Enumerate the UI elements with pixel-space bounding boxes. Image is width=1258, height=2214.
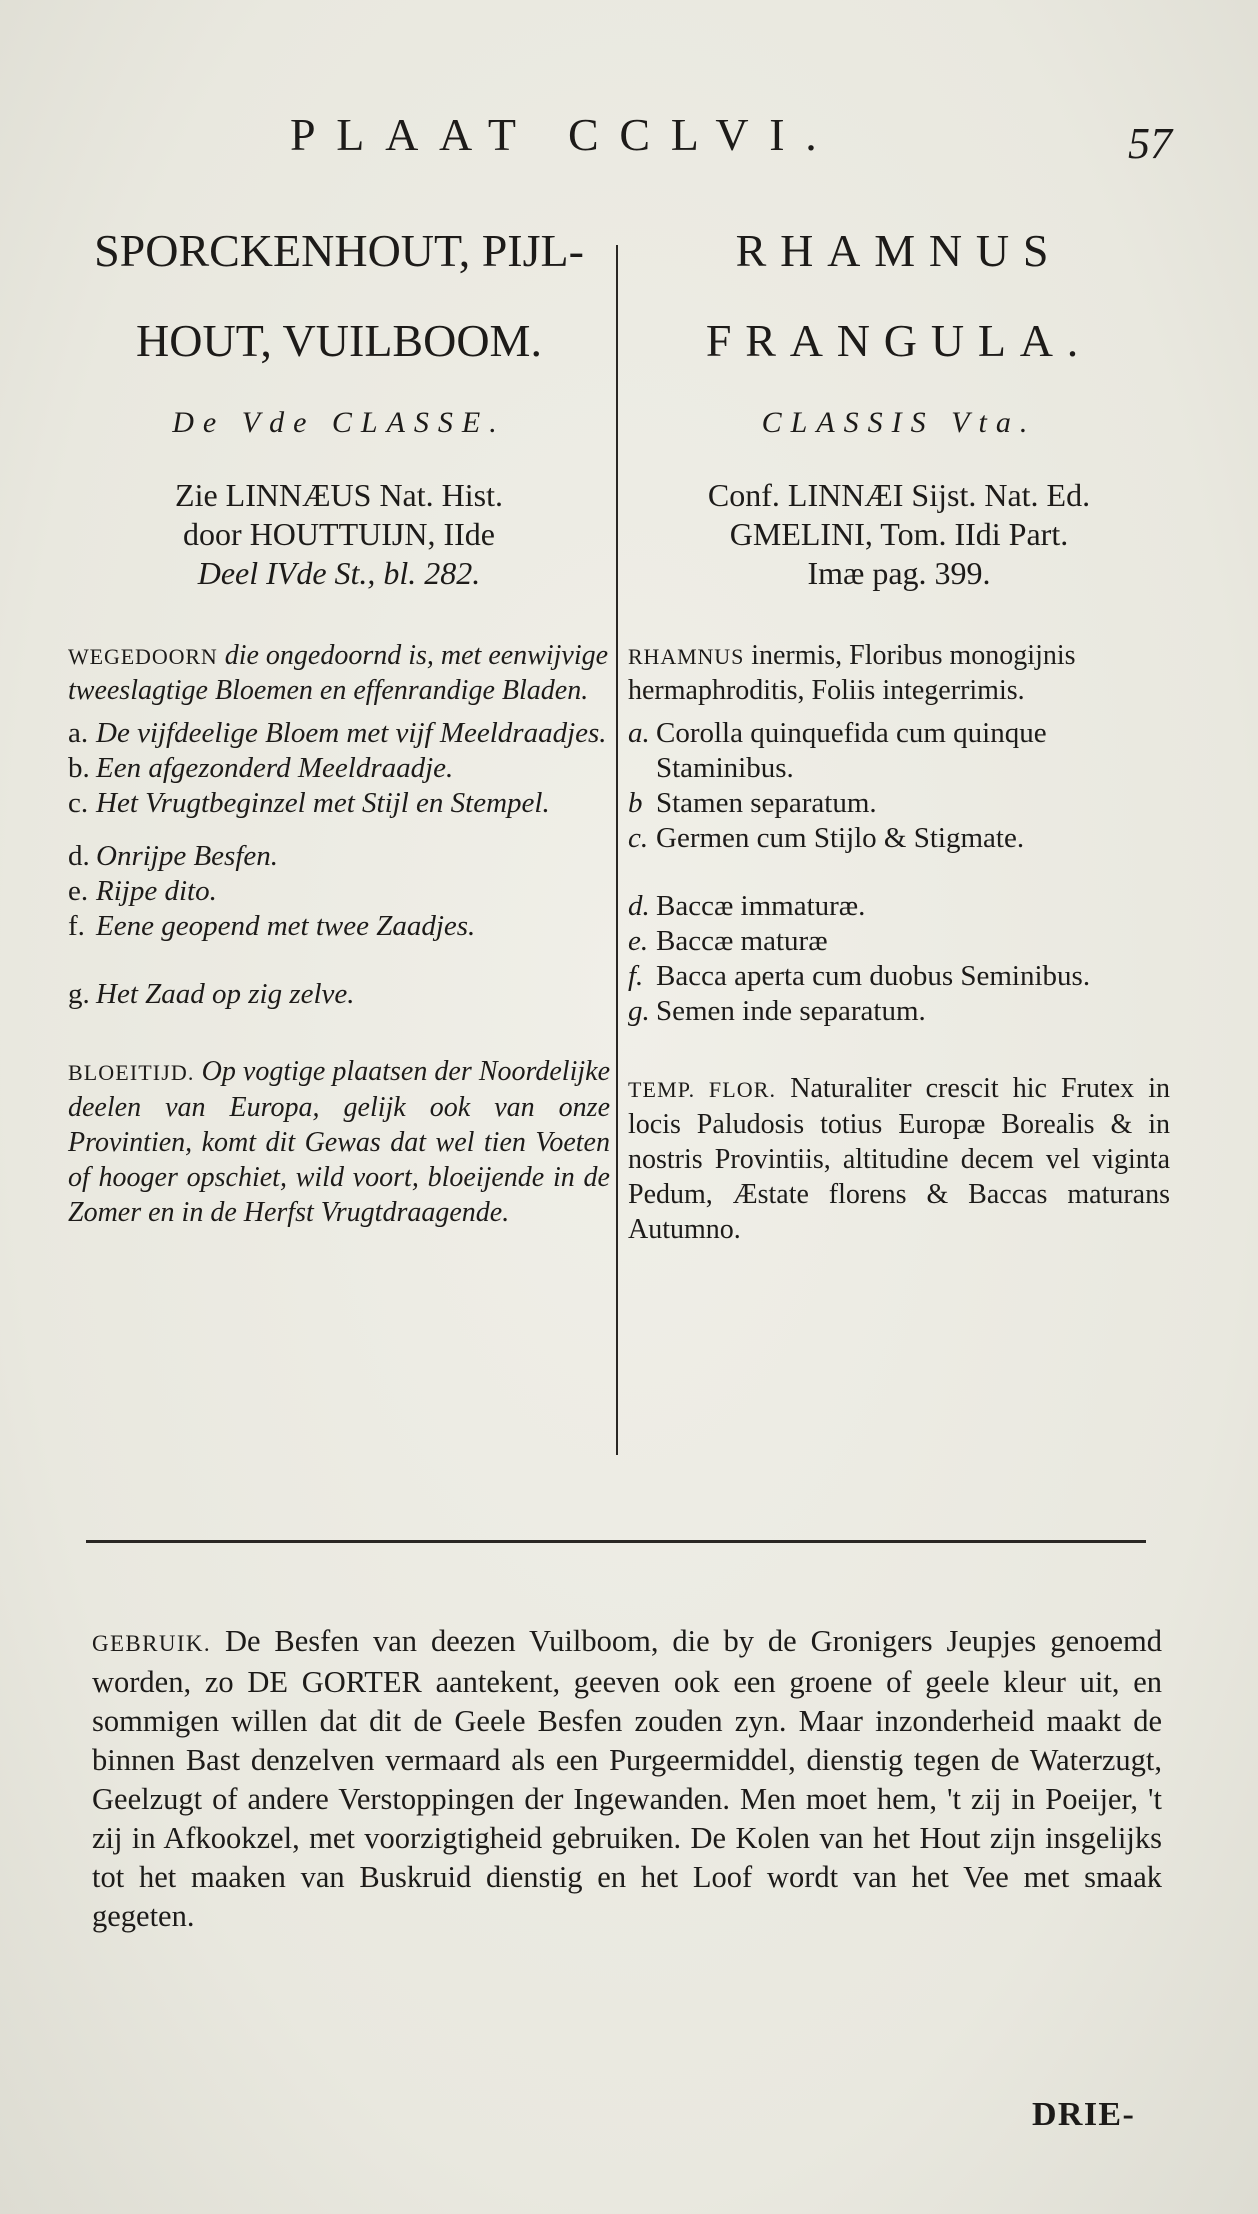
dutch-class: De Vde CLASSE. [172,406,506,439]
catchword: DRIE- [1032,2096,1136,2133]
item-text: Baccæ immaturæ. [656,890,866,922]
dutch-column [68,225,611,1230]
latin-description-lead: RHAMNUS [628,644,745,669]
item-letter: e. [628,925,649,957]
latin-reference [628,476,1170,593]
dutch-reference-line-2: door HOUTTUIJN, IIde [183,516,495,552]
dutch-title-line-1: SPORCKENHOUT, PIJL- [94,225,584,276]
latin-reference-line-3: Imæ pag. 399. [807,555,991,591]
list-item [68,874,610,909]
usage-paragraph [92,1622,1162,1936]
latin-class: CLASSIS Vta. [761,406,1037,439]
column-divider [616,245,618,1455]
item-letter: g. [628,995,650,1027]
list-item [628,821,1170,856]
item-text: Germen cum Stijlo & Stigmate. [656,822,1025,854]
item-text: Het Vrugtbeginzel met Stijl en Stempel. [96,787,550,819]
latin-reference-line-2: GMELINI, Tom. IIdi Part. [729,516,1069,552]
dutch-reference-line-1: Zie LINNÆUS Nat. Hist. [175,477,503,513]
dutch-flowering-time [68,1054,610,1230]
dutch-description-body: die ongedoornd is, met eenwijvige tweeslagtige Bloemen en effenrandige Bladen. [68,640,609,706]
plate-title: PLAAT CCLVI. [290,109,838,160]
list-item [68,839,610,874]
usage-body: De Besfen van deezen Vuilboom, die by de Gronigers Jeupjes genoemd worden, zo DE GORTER aantekent, geeven ook een groene of geele kleur uit, en sommigen willen dat dit de Geele Besfen zouden zyn. Maar inzonderheid maakt de binnen Bast denzelven vermaard als een Purgeermiddel, dienstig tegen de Waterzugt, Geelzugt of andere Verstoppingen der Ingewanden. Men moet hem, 't zij in Poeijer, 't zij in Afkookzel, met voorzigtigheid gebruiken. De Kolen van het Hout zijn insgelijks tot het maaken van Buskruid dienstig en het Loof wordt van het Vee met smaak gegeten. [92,1624,1163,1933]
list-item [628,994,1170,1029]
item-letter: d. [68,840,90,872]
item-text: De vijfdeelige Bloem met vijf Meeldraadjes. [96,717,607,749]
dutch-description [68,639,610,708]
temp-flor-body: Naturaliter crescit hic Frutex in locis Paludosis totius Europæ Borealis & in nostris Provintiis, altitudine decem vel viginta Pedum, Æstate florens & Baccas maturans Autumno. [628,1073,1171,1245]
item-text: Corolla quinquefida cum quinque Staminibus. [656,717,1047,784]
list-item [628,716,1170,786]
usage-lead: GEBRUIK. [92,1631,212,1656]
item-text: Semen inde separatum. [656,995,926,1027]
item-letter: g. [68,978,90,1010]
dutch-description-lead: WEGEDOORN [68,644,218,669]
item-letter: f. [628,960,644,992]
item-letter: b [628,787,643,819]
item-letter: c. [68,787,89,819]
item-letter: b. [68,752,90,784]
item-text: Eene geopend met twee Zaadjes. [96,910,476,942]
latin-title-line-2: FRANGULA. [705,315,1093,366]
list-item [68,751,610,786]
latin-description-body: inermis, Floribus monogijnis hermaphroditis, Foliis integerrimis. [628,640,1076,706]
latin-title-line-1: RHAMNUS [735,225,1063,276]
temp-flor-lead: TEMP. FLOR. [628,1077,777,1102]
latin-description [628,639,1170,708]
item-text: Baccæ maturæ [656,925,828,957]
horizontal-rule [86,1540,1146,1543]
list-item [68,977,610,1012]
list-item [68,716,610,751]
item-text: Stamen separatum. [656,787,877,819]
list-item [628,959,1170,994]
page-number: 57 [1128,119,1172,168]
list-item [628,924,1170,959]
dutch-reference [68,476,610,593]
item-letter: f. [68,910,85,942]
list-item [68,909,610,944]
item-letter: c. [628,822,649,854]
item-text: Bacca aperta cum duobus Seminibus. [656,960,1091,992]
item-text: Rijpe dito. [96,875,217,907]
item-text: Onrijpe Besfen. [96,840,279,872]
list-item [628,786,1170,821]
latin-reference-line-1: Conf. LINNÆI Sijst. Nat. Ed. [707,477,1091,513]
latin-column [628,225,1171,1247]
item-letter: a. [68,717,89,749]
flowering-lead: BLOEITIJD. [68,1060,195,1085]
item-letter: d. [628,890,650,922]
dutch-title-line-2: HOUT, VUILBOOM. [136,315,542,366]
item-letter: e. [68,875,89,907]
item-letter: a. [628,717,650,749]
item-text: Een afgezonderd Meeldraadje. [96,752,454,784]
latin-flowering-time [628,1071,1170,1247]
list-item [628,889,1170,924]
dutch-reference-line-3: Deel IVde St., bl. 282. [197,555,481,591]
flowering-body: Op vogtige plaatsen der Noordelijke deelen van Europa, gelijk ook van onze Provintien, komt dit Gewas dat wel tien Voeten of hooger opschiet, wild voort, bloeijende in de Zomer en in de Herfst Vrugtdraagende. [68,1056,611,1228]
item-text: Het Zaad op zig zelve. [96,978,355,1010]
list-item [68,786,610,821]
